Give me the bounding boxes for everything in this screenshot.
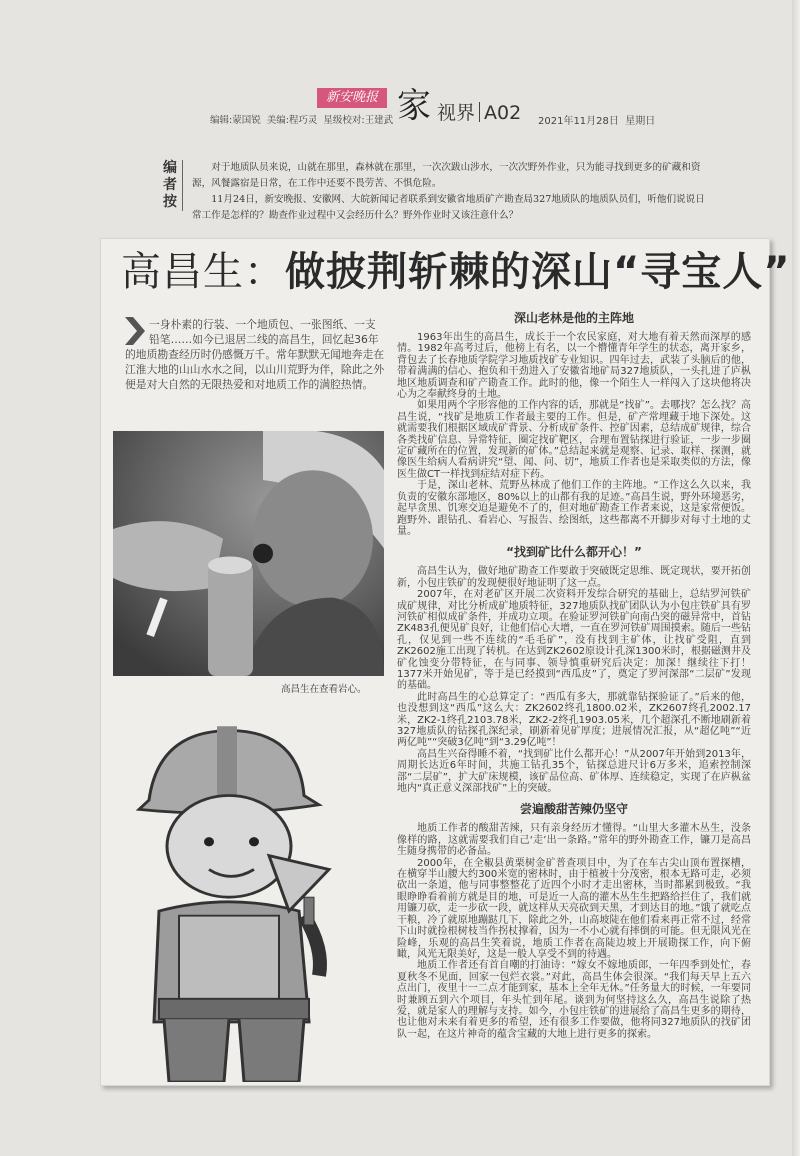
paper-edge: [792, 0, 800, 1156]
chevron-icon: [125, 317, 145, 345]
editor: 编辑:蒙国锐: [210, 115, 261, 126]
issue-date: [538, 112, 655, 127]
paragraph: 1963年出生的高昌生，成长于一个农民家庭，对大地有着天然而深厚的感情。1982年高考过后，他榜上有名，以一个懵懂青年学生的状态，离开家乡，背包去了长春地质学院学习地质找矿专业知识。四年过去，武装了头脑后的他，带着满满的信心、抱负和干劲进入了安徽省地矿局327地质队，一头扎进了庐枞地区地质调查和矿产勘查工作。此时的他，像一个陌生人一样闯入了这块他将决心为之奉献终身的土地。: [397, 332, 751, 401]
paragraph: 此时高昌生的心总算定了：“西瓜有多大，那就靠钻探验证了。”后来的他，也没想到这“西瓜”这么大：ZK2602终孔1800.02米，ZK2607终孔2002.17米，ZK2-1终孔2103.78米，ZK2-2终孔1903.05米，几个超深孔不断地刷新着327地质队的钻探孔深纪录，刷新着见矿厚度；进展情况汇报，从“超亿吨”“近两亿吨”“突破3亿吨”到“3.29亿吨”！: [397, 691, 751, 749]
page-header: [200, 88, 680, 133]
editor-note-label: 编者按: [163, 160, 183, 211]
paragraph: 2007年，在对老矿区开展二次资料开发综合研究的基础上，总结罗河铁矿成矿规律，对比分析成矿地质特征，327地质队找矿团队认为小包庄铁矿具有罗河铁矿相似成矿条件，并成功立项。在验证罗河铁矿向南凸突的磁异常中，首钻ZK483孔便见矿良好，让他们信心大增，一直在罗河铁矿周围摸索。随后一些钻孔，仅见到一些不连续的“毛毛矿”，没有找到主矿体，让找矿受阻，直到ZK2602施工出现了转机。在达到ZK2602原设计孔深1300米时，根据磁测井及矿化蚀变分带特征，在与同事、领导慎重研究后决定：加深！继续往下打！1377米开始见矿，等于是已经摸到“西瓜皮”了，奠定了罗河深部“二层矿”发现的基础。: [397, 589, 751, 692]
editor-note: [192, 160, 707, 224]
weekday: 星期日: [625, 116, 656, 127]
subheading: 深山老林是他的主阵地: [513, 311, 634, 325]
divider: [479, 102, 480, 122]
intro: [125, 317, 385, 392]
photo-caption: 高昌生在查看岩心。: [281, 684, 367, 695]
headline: [121, 247, 791, 297]
paragraph: 于是，深山老林、荒野丛林成了他们工作的主阵地。“工作这么久以来，我负责的安徽东部地区，80%以上的山都有我的足迹。”高昌生说，野外环境恶劣，起早贪黑、饥寒交迫是避免不了的，但对地矿勘查工作者来说，这是家常便饭。跑野外、跟钻孔、看岩心、写报告、绘图纸，这些都离不开脚步对每寸土地的丈量。: [397, 480, 751, 537]
editor-note-paragraph: 11月24日，新安晚报、安徽网、大皖新闻记者联系到安徽省地质矿产勘查局327地质队的地质队员们，听他们说说日常工作是怎样的？勘查作业过程中又会经历什么？野外作业时又该注意什么？: [192, 194, 705, 221]
designer: 美编:程巧灵: [266, 115, 318, 126]
subheading: “找到矿比什么都开心！”: [506, 545, 642, 560]
editor-credits: [210, 112, 399, 126]
paragraph: 地质工作者的酸甜苦辣，只有亲身经历才懂得。“山里大多灌木丛生，没条像样的路，这就需要我们自己‘走’出一条路。”常年的野外勘查工作，镰刀是高昌生随身携带的必备品。: [397, 823, 751, 858]
paragraph: 如果用两个字形容他的工作内容的话，那就是“找矿”。去哪找？怎么找？高昌生说，“找矿是地质工作者最主要的工作。但是，矿产常埋藏于地下深处。这就需要我们根据区域成矿背景、分析成矿条件、控矿因素，总结成矿规律，综合各类找矿信息、异常特征，圈定找矿靶区，合理布置钻探进行验证，一步一步圈定矿藏所在的位置，发现新的矿体。”总结起来就是观察、记录、取样、探测，就像医生给病人看病讲究“望、闻、问、切”，地质工作者也是采取类似的方法，像医生做CT一样找到症结对症下药。: [397, 400, 751, 480]
article: [100, 238, 791, 1086]
photo-geologist-examining-core: [113, 431, 384, 676]
section-name: 视界: [437, 102, 476, 124]
article-body: [397, 307, 751, 1040]
headline-main: 做披荆斩棘的深山“寻宝人”: [285, 249, 791, 295]
page-word: 家: [397, 86, 431, 126]
cartoon-worker-illustration: [119, 717, 339, 1082]
paragraph: 地质工作者还有首自嘲的打油诗：“嫁女不嫁地质郎，一年四季到处忙，春夏秋冬不见面，回家一包烂衣裳。”对此，高昌生体会很深。“我们每天早上五六点出门，夜里十一二点才能到家，基本上全年无休。”任务量大的时候，一年要同时兼顾五到六个项目，年头忙到年尾。谈到为何坚持这么久，高昌生说除了热爱，就是家人的理解与支持。如今，小包庄铁矿的进展给了高昌生更多的期待，也让他对未来有着更多的希望，还有很多工作要做，他将同327地质队的找矿团队一起，在这片神奇的蕴含宝藏的大地上进行更多的探索。: [397, 960, 751, 1040]
date: 2021年11月28日: [538, 116, 619, 127]
editor-note-paragraph: 对于地质队员来说，山就在那里，森林就在那里，一次次跋山涉水，一次次野外作业，只为能寻找到更多的矿藏和资源，风餐露宿是日常，在工作中还要不畏劳苦、不惧危险。: [192, 162, 701, 189]
subheading: 尝遍酸甜苦辣仍坚守: [519, 802, 628, 817]
paragraph: 2000年，在全椒县黄栗树金矿普查项目中，为了在车古尖山顶布置探槽，在横穿半山腰大约300米宽的密林时，由于植被十分茂密，根本无路可走，必须砍出一条道，他与同事整整花了近四个小时才走出密林，当时都累到极致。“我眼睁睁看着前方就是目的地，可是近一人高的灌木丛生生把路给拦住了，我们就用镰刀砍，走一步砍一段，就这样从天亮砍到天黑，才到达目的地。”饿了就吃点干粮，冷了就原地蹦跶几下，除此之外，山高坡陡在他们看来再正常不过，经常下山时就捡根树枝当作拐杖撑着，因为一不小心就有摔倒的可能。但无限风光在险峰，乐观的高昌生笑着说，地质工作者在高陡边坡上开展勘探工作，向下俯瞰，风光无限美好，这是一般人享受不到的待遇。: [397, 857, 751, 960]
section-title: [437, 102, 521, 124]
proofreader: 星级校对:王建武: [323, 115, 394, 126]
newspaper-logo: 新安晚报: [317, 88, 387, 108]
headline-name: 高昌生：: [121, 249, 285, 295]
page-number: A02: [484, 102, 522, 124]
intro-text: 一身朴素的行装、一个地质包、一张图纸、一支铅笔……如今已退居二线的高昌生，回忆起36年的地质勘查经历时仍感慨万千。常年默默无闻地奔走在江淮大地的山山水水之间，以山川荒野为伴，除此之外便是对大自然的无限热爱和对地质工作的满腔热情。: [125, 318, 385, 391]
paragraph: 高昌生认为，做好地矿勘查工作要敢于突破既定思维、既定现状，要开拓创新，小包庄铁矿的发现便很好地证明了这一点。: [397, 566, 751, 589]
paragraph: 高昌生兴奋得睡不着，“找到矿比什么都开心！”从2007年开始到2013年，周期长达近6年时间，共施工钻孔35个，钻探总进尺计6万多米，追索控制深部“二层矿”，扩大矿床规模，该矿品位高、矿体厚、连续稳定，实现了在庐枞盆地内“真正意义深部找矿”上的突破。: [397, 748, 751, 795]
